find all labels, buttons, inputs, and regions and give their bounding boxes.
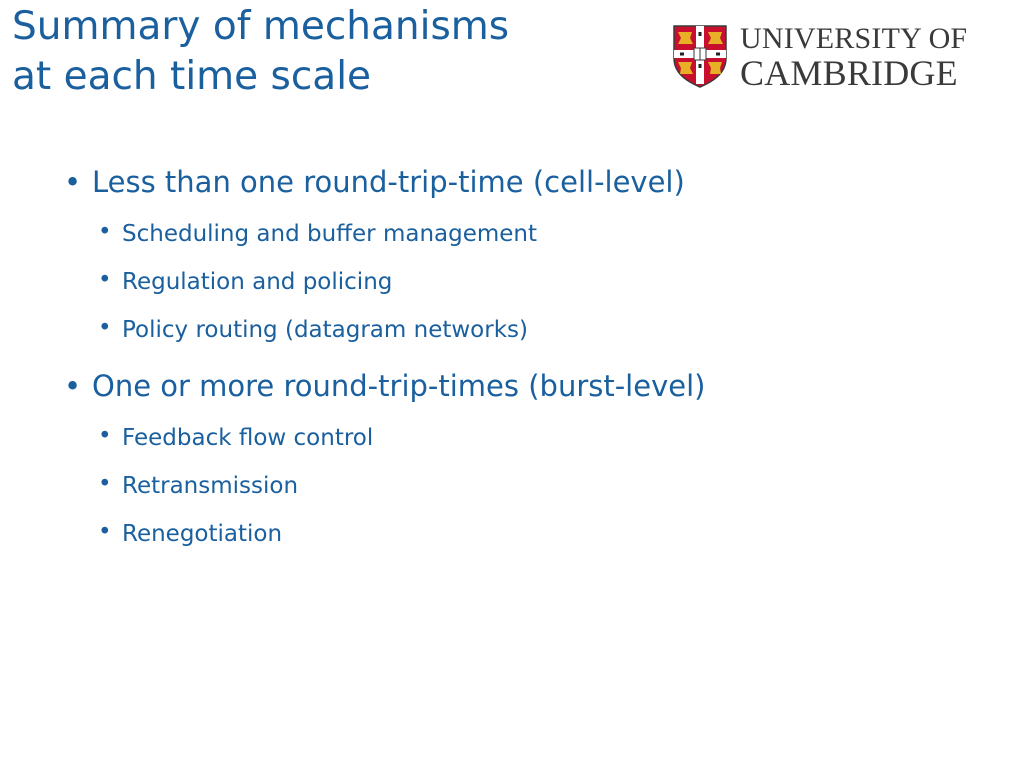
- logo-line-2: CAMBRIDGE: [740, 53, 958, 93]
- bullet-item: [62, 160, 705, 204]
- bullet-icon: •: [98, 471, 112, 497]
- sub-bullet-item: [62, 306, 705, 354]
- bullet-icon: •: [98, 315, 112, 341]
- sub-bullet-item: [62, 462, 705, 510]
- sub-bullet-item: [62, 510, 705, 558]
- bullet-list: [62, 160, 705, 568]
- sub-bullet-text: Regulation and policing: [122, 269, 393, 295]
- sub-bullet-item: [62, 210, 705, 258]
- title-line-1: Summary of mechanisms: [12, 4, 510, 49]
- bullet-icon: •: [64, 369, 82, 403]
- sub-bullet-text: Policy routing (datagram networks): [122, 317, 528, 343]
- sub-bullet-list: [62, 414, 705, 558]
- bullet-icon: •: [98, 519, 112, 545]
- university-logo: [672, 22, 992, 93]
- cambridge-crest-icon: [672, 24, 728, 88]
- bullet-icon: •: [98, 423, 112, 449]
- logo-line-1: UNIVERSITY OF: [740, 22, 968, 55]
- sub-bullet-item: [62, 414, 705, 462]
- logo-wordmark: [740, 22, 968, 93]
- slide-title: [12, 2, 509, 102]
- bullet-icon: •: [98, 219, 112, 245]
- sub-bullet-text: Retransmission: [122, 473, 299, 499]
- bullet-icon: •: [98, 267, 112, 293]
- bullet-icon: •: [64, 165, 82, 199]
- sub-bullet-text: Feedback flow control: [122, 425, 374, 451]
- bullet-text: One or more round-trip-times (burst-level): [92, 369, 706, 403]
- title-line-2: at each time scale: [12, 54, 372, 99]
- sub-bullet-text: Renegotiation: [122, 521, 283, 547]
- sub-bullet-list: [62, 210, 705, 354]
- sub-bullet-text: Scheduling and buffer management: [122, 221, 538, 247]
- bullet-item: [62, 364, 705, 408]
- sub-bullet-item: [62, 258, 705, 306]
- bullet-text: Less than one round-trip-time (cell-level): [92, 165, 685, 199]
